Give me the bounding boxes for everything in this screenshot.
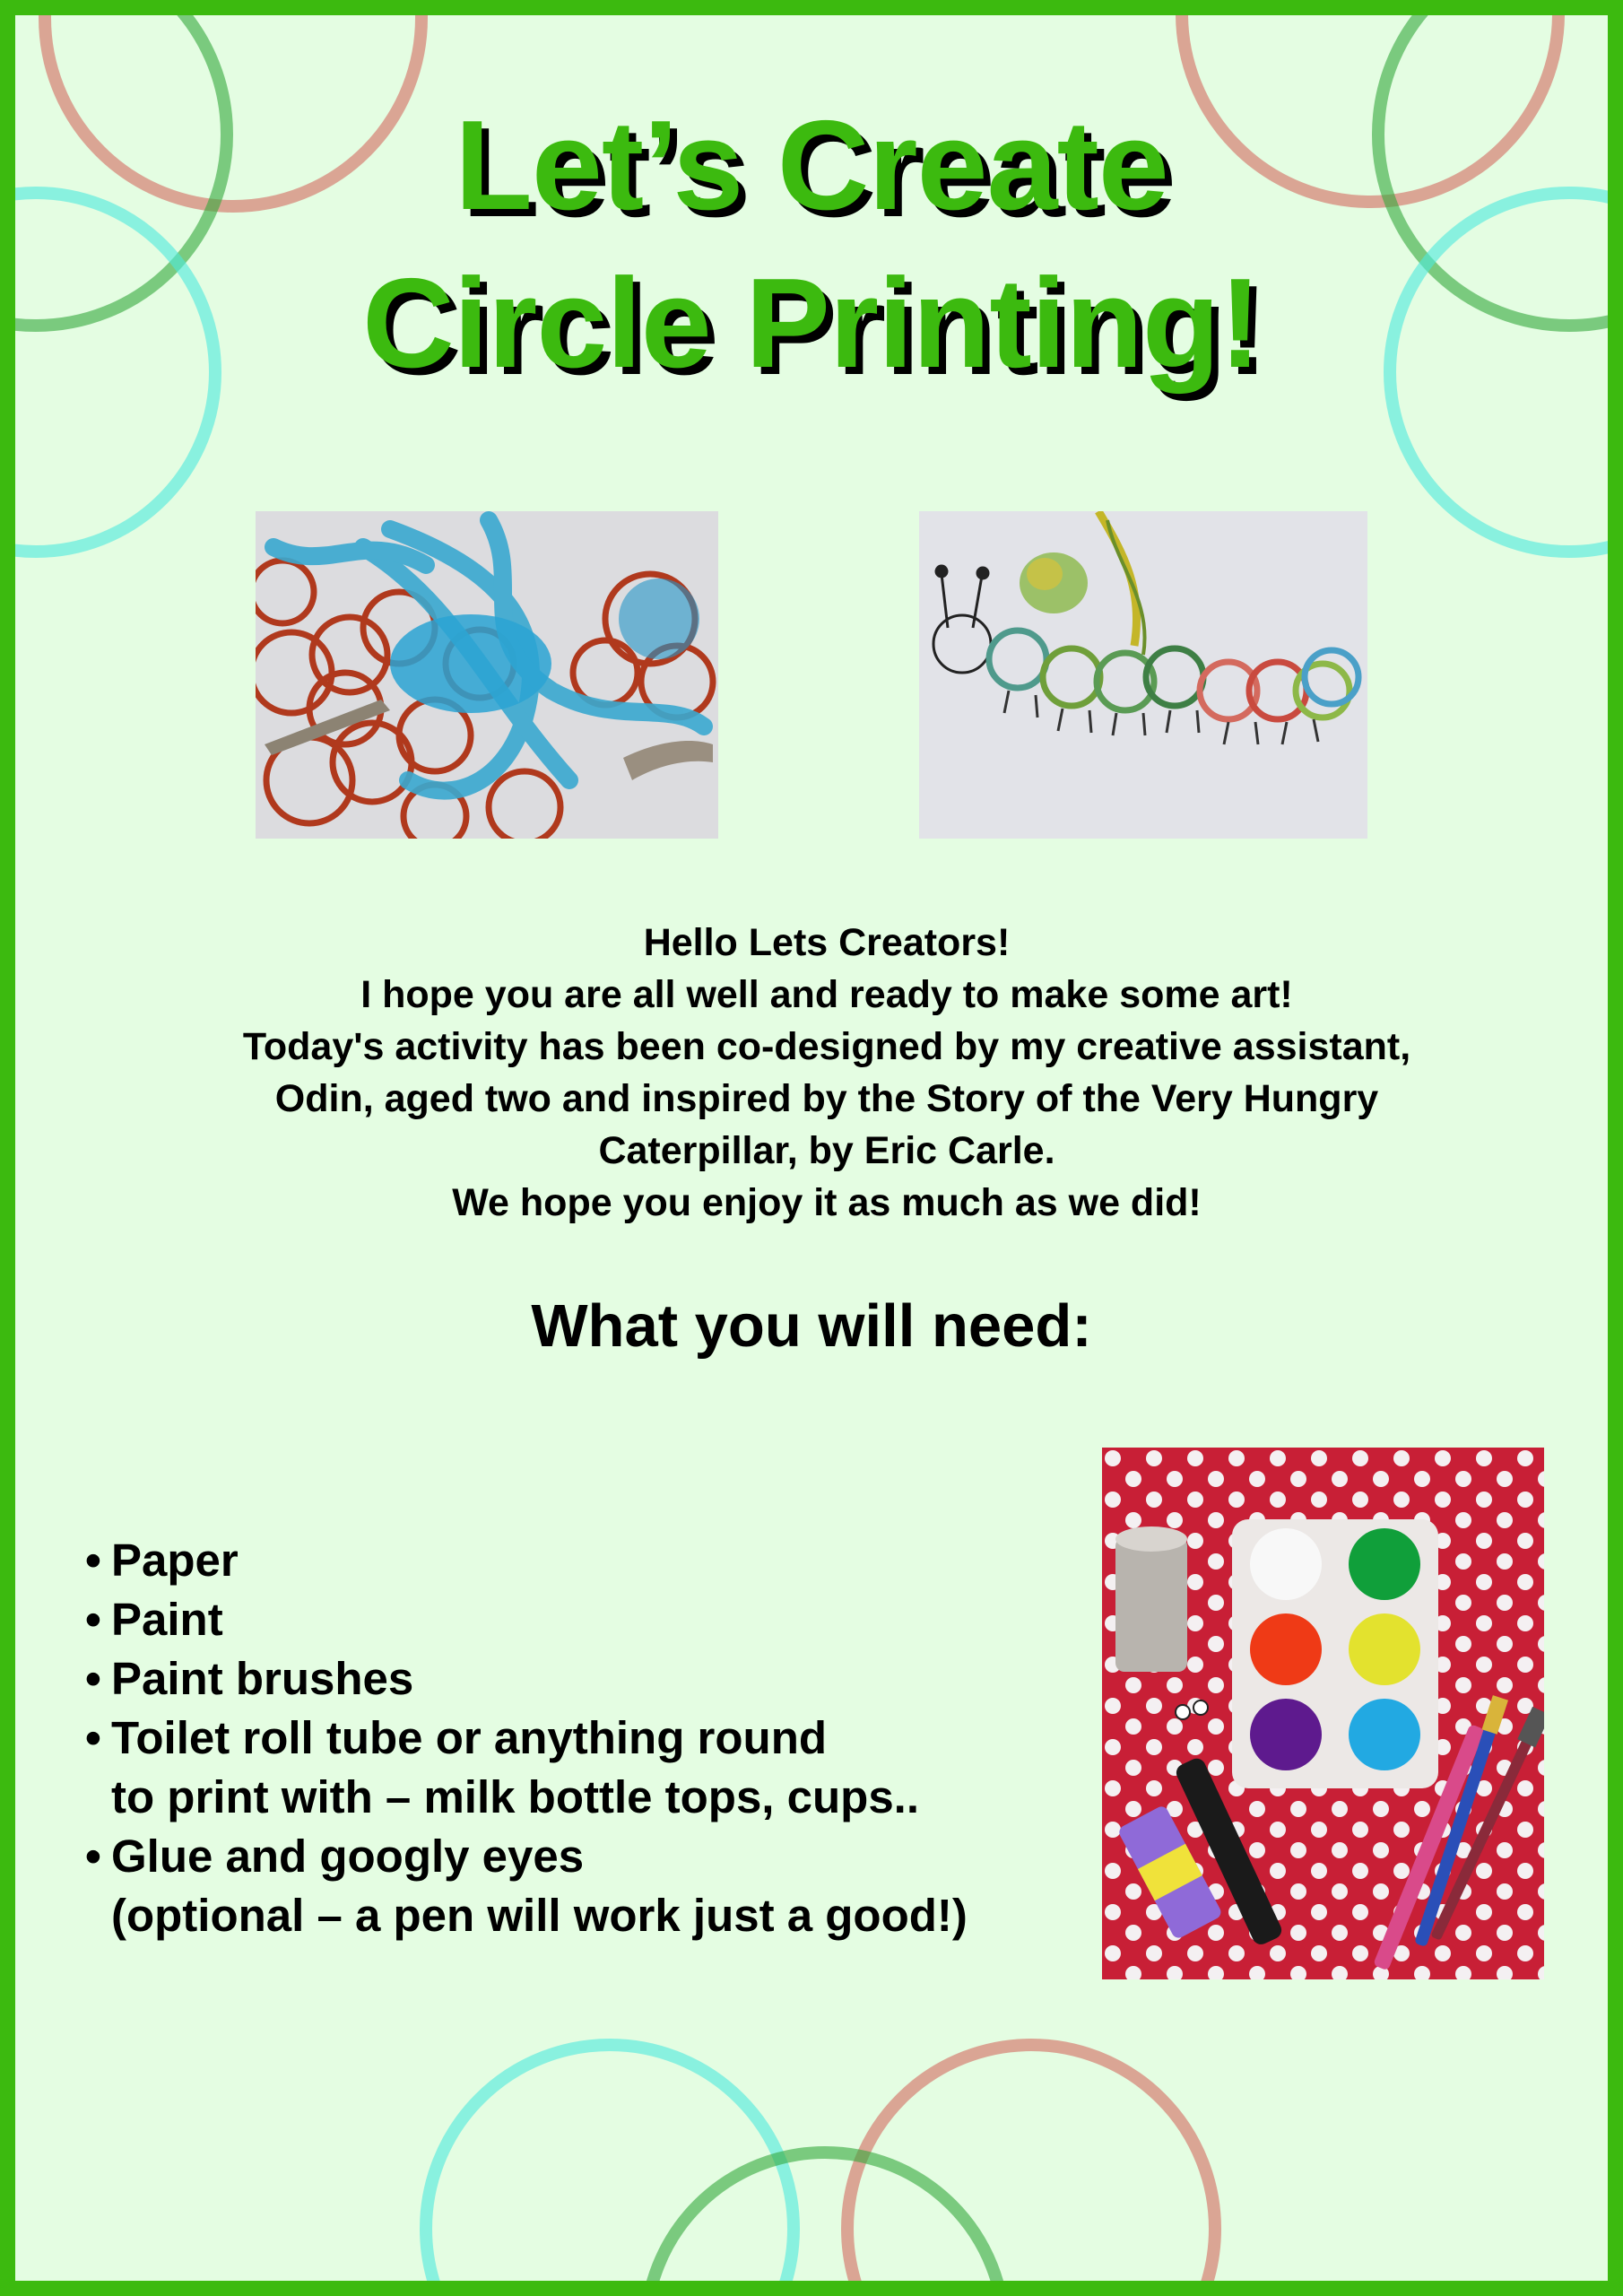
bullet: •: [85, 1535, 101, 1586]
list-item-text: Glue and googly eyes: [111, 1831, 585, 1882]
intro-line: We hope you enjoy it as much as we did!: [452, 1181, 1202, 1224]
list-item-subtext: to print with – milk bottle tops, cups..: [111, 1771, 920, 1822]
poster: [15, 15, 1608, 2281]
supplies-photo: [1102, 1448, 1544, 1979]
title-line-2: Circle Printing!: [362, 252, 1261, 395]
ring-cyan-bottom: [426, 2045, 794, 2281]
intro-text: [69, 917, 1584, 1229]
bullet: •: [85, 1594, 101, 1645]
needs-list: [85, 1531, 968, 1945]
intro-line: Today's activity has been co-designed by my creative assistant,: [242, 1025, 1411, 1068]
list-item: [85, 1590, 968, 1649]
circle-print-photo: [256, 511, 718, 839]
ring-red-bottom: [847, 2045, 1215, 2281]
list-item-text: Paper: [111, 1535, 239, 1586]
bullet: •: [85, 1653, 101, 1704]
intro-line: Odin, aged two and inspired by the Story of the Very Hungry: [274, 1077, 1379, 1120]
intro-greeting: Hello Lets Creators!: [643, 921, 1011, 964]
list-item: [85, 1709, 968, 1827]
bullet: •: [85, 1831, 101, 1882]
needs-heading: What you will need:: [531, 1292, 1092, 1360]
title-line-1: Let’s Create: [455, 94, 1168, 237]
list-item-text: Toilet roll tube or anything round: [111, 1712, 827, 1763]
ring-green-bottom: [646, 2152, 1004, 2281]
list-item: [85, 1649, 968, 1709]
bullet: •: [85, 1712, 101, 1763]
list-item: [85, 1531, 968, 1590]
list-item-subtext: (optional – a pen will work just a good!): [111, 1890, 968, 1941]
caterpillar-photo: [919, 511, 1367, 839]
intro-line: I hope you are all well and ready to make some art!: [360, 973, 1293, 1016]
list-item-text: Paint brushes: [111, 1653, 414, 1704]
list-item-text: Paint: [111, 1594, 223, 1645]
intro-line: Caterpillar, by Eric Carle.: [598, 1129, 1055, 1172]
page-title: [15, 87, 1608, 403]
list-item: [85, 1827, 968, 1945]
